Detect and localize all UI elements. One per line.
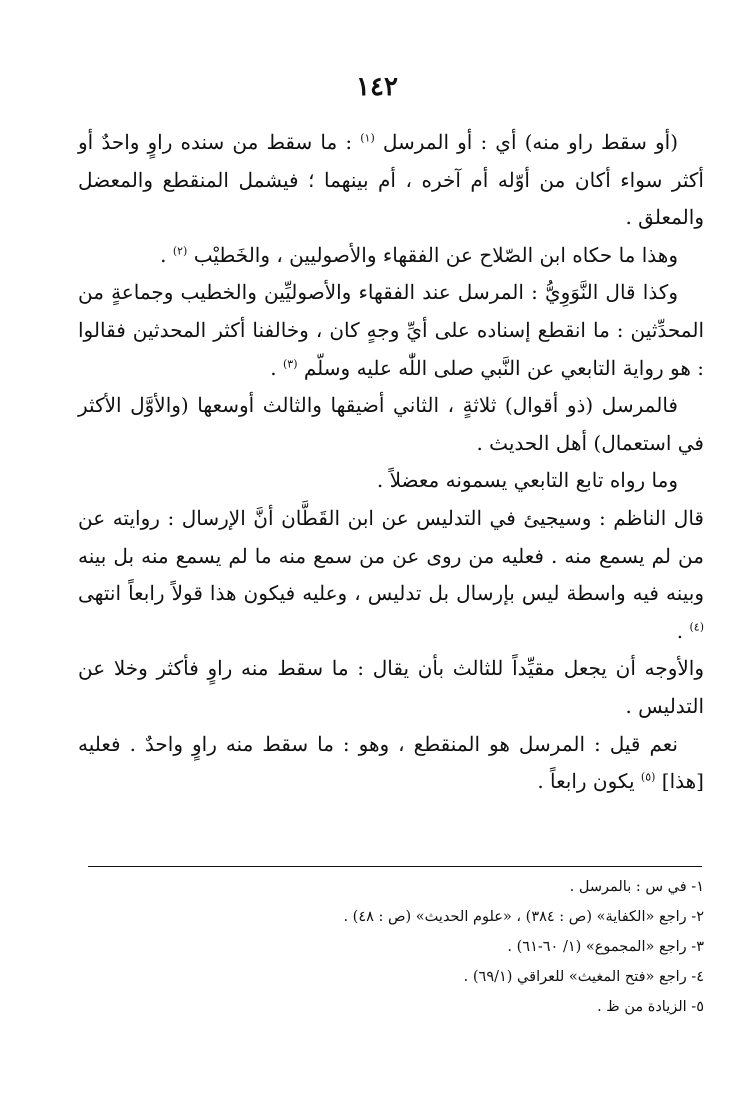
paragraph — [78, 650, 704, 725]
footnote-marker: (٤) — [689, 620, 704, 634]
main-text — [78, 124, 704, 801]
text-segment: . — [270, 355, 283, 380]
text-segment: وهذا ما حكاه ابن الصّلاح عن الفقهاء والأصوليين ، والخَطيْب — [187, 242, 678, 267]
paragraph — [78, 237, 704, 275]
footnote-divider — [88, 866, 702, 867]
footnote-marker: (٥) — [640, 770, 656, 784]
footnote-marker: (١) — [360, 131, 375, 145]
text-segment: : ما سقط من سنده راوٍ واحدٌ أو أكثر سواء أكان من أوّله أم آخره ، أم بينهما ؛ فيشمل المنقطع والمعضل والمعلق . — [78, 130, 704, 230]
paragraph — [78, 726, 704, 801]
text-segment: قال الناظم : وسيجيئ في التدليس عن ابن القَطَّان أنَّ الإرسال : روايته عن من لم يسمع منه . فعليه من روى عن من سمع منه ما لم يسمع منه بل بينه وبينه فيه واسطة ليس بإرسال بل تدليس ، وعليه فيكون هذا قولاً رابعاً انتهى — [78, 505, 704, 606]
footnote: ١- في س : بالمرسل . — [569, 879, 704, 895]
text-segment: فالمرسل (ذو أقوال) ثلاثةٍ ، الثاني أضيقها والثالث أوسعها (والأوَّل الأكثر في استعمال) أهل الحديث . — [78, 393, 704, 455]
text-segment: نعم قيل : المرسل هو المنقطع ، وهو : ما سقط منه راوٍ واحدٌ . فعليه [هذا] — [78, 731, 704, 794]
text-segment: والأوجه أن يجعل مقيِّداً للثالث بأن يقال : ما سقط منه راوٍ فأكثر وخلا عن التدليس . — [78, 656, 704, 718]
footnote: ٤- راجع «فتح المغيث» للعراقي (٦٩/١) . — [463, 969, 704, 985]
paragraph — [78, 124, 704, 237]
paragraph — [78, 387, 704, 462]
footnote-marker: (٢) — [172, 244, 188, 258]
page-number: ١٤٢ — [356, 72, 398, 102]
paragraph — [78, 500, 704, 650]
paragraph — [78, 274, 704, 387]
footnote-marker: (٣) — [282, 356, 298, 370]
paragraph — [78, 462, 704, 500]
footnote: ٣- راجع «المجموع» (١/ ٦٠-٦١) . — [507, 939, 704, 955]
footnotes — [78, 872, 704, 1022]
text-segment: وكذا قال النَّوَوِيُّ : المرسل عند الفقهاء والأصوليِّين والخطيب وجماعةٍ من المحدِّثين : ما انقطع إسناده على أيِّ وجهٍ كان ، وخالفنا أكثر المحدثين فقالوا : هو رواية التابعي عن النَّبي صلى اللّٰه عليه وسلّم — [78, 280, 704, 380]
text-segment: يكون رابعاً . — [537, 769, 641, 794]
text-segment: وما رواه تابع التابعي يسمونه معضلاً . — [376, 468, 678, 493]
text-segment: . — [160, 242, 173, 267]
footnote: ٢- راجع «الكفاية» (ص : ٣٨٤) ، «علوم الحديث» (ص : ٤٨) . — [343, 909, 704, 925]
text-segment: (أو سقط راو منه) أي : أو المرسل — [374, 130, 679, 154]
text-segment: . — [676, 618, 690, 643]
footnote: ٥- الزيادة من ظ . — [597, 999, 704, 1015]
